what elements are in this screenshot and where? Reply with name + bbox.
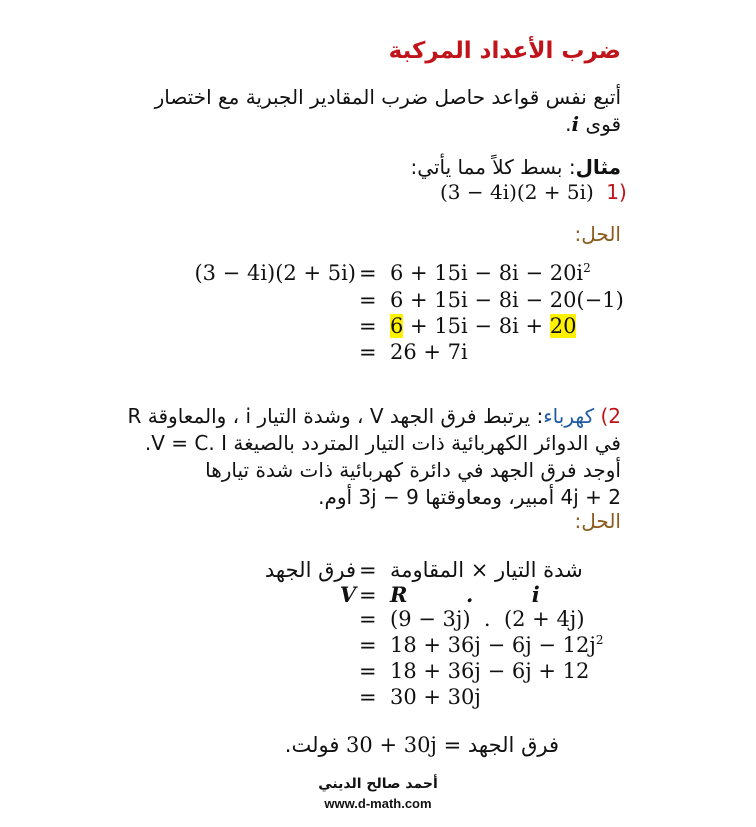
step-right: 6 + 15i − 8i − 20(−1) bbox=[390, 288, 624, 312]
intro-period: . bbox=[565, 112, 572, 136]
step-right: 18 + 36j − 6j − 12j bbox=[390, 633, 596, 657]
step-row bbox=[0, 286, 756, 314]
equals-sign: = bbox=[359, 685, 377, 709]
example-label: مثال bbox=[575, 155, 621, 179]
example-heading bbox=[411, 154, 621, 181]
solution2-label: الحل: bbox=[574, 509, 621, 533]
final-answer-unit: فولت. bbox=[284, 733, 347, 757]
exponent: 2 bbox=[583, 261, 591, 275]
step-right: 18 + 36j − 6j + 12 bbox=[390, 659, 590, 683]
footer-author: أحمد صالح الديني bbox=[318, 776, 438, 792]
step-right: شدة التيار × المقاومة bbox=[390, 558, 583, 582]
highlighted-term: 20 bbox=[549, 314, 577, 338]
equals-sign: = bbox=[359, 659, 377, 683]
final-answer-value: 30 + 30j bbox=[346, 733, 437, 757]
step-row bbox=[0, 657, 756, 685]
solution-label: الحل: bbox=[574, 222, 621, 246]
step-row bbox=[0, 259, 756, 287]
problem2-label: كهرباء bbox=[543, 404, 595, 428]
equals-sign: = bbox=[359, 583, 377, 607]
step-right: 6 + 15i − 8i − 20i bbox=[390, 261, 584, 285]
problem2-line-3: أوجد فرق الجهد في دائرة كهربائية ذات شدة تيارها bbox=[205, 458, 621, 482]
equals-sign: = bbox=[359, 558, 377, 582]
step-row bbox=[0, 338, 756, 366]
exponent: 2 bbox=[595, 633, 604, 647]
step-row bbox=[0, 312, 756, 340]
intro-line-2 bbox=[565, 111, 621, 138]
step-right: 30 + 30j bbox=[390, 685, 481, 709]
step-right: + 15i − 8i + bbox=[403, 314, 550, 338]
equals-sign: = bbox=[359, 288, 377, 312]
footer-site: www.d-math.com bbox=[324, 796, 432, 811]
step-right: R . i bbox=[390, 582, 540, 607]
step-right: 26 + 7i bbox=[390, 340, 468, 364]
example-item bbox=[440, 180, 627, 204]
step-right: (9 − 3j) . (2 + 4j) bbox=[390, 607, 585, 631]
example-text: : بسط كلاً مما يأتي: bbox=[410, 155, 576, 179]
equals-sign: = bbox=[359, 340, 377, 364]
problem2-line-1 bbox=[128, 403, 622, 430]
step-row bbox=[0, 605, 756, 633]
intro-line-1: أتبع نفس قواعد حاصل ضرب المقادير الجبرية مع اختصار bbox=[154, 85, 621, 109]
problem2-line-4: 2 + 4j أمبير، ومعاوقتها 9 − 3j أوم. bbox=[318, 485, 621, 509]
equals-sign: = bbox=[359, 314, 377, 338]
equals-sign: = bbox=[359, 261, 377, 285]
step-row bbox=[0, 683, 756, 711]
step-row bbox=[0, 556, 756, 584]
problem2-line-2: في الدوائر الكهربائية ذات التيار المتردد بالصيغة V = C. I. bbox=[144, 431, 621, 455]
intro-variable: i bbox=[571, 112, 580, 136]
example-expression: (3 − 4i)(2 + 5i) bbox=[440, 180, 594, 204]
highlighted-term: 6 bbox=[390, 314, 404, 338]
intro-text: قوى bbox=[579, 112, 621, 136]
final-answer-label: فرق الجهد = bbox=[436, 733, 559, 757]
problem2-number: 2) bbox=[600, 404, 621, 428]
final-answer bbox=[285, 733, 559, 757]
page-title: ضرب الأعداد المركبة bbox=[388, 38, 621, 64]
step-left: فرق الجهد bbox=[264, 558, 356, 582]
step-row bbox=[0, 631, 756, 659]
problem2-text: : يرتبط فرق الجهد V ، وشدة التيار i ، والمعاوقة R bbox=[127, 404, 544, 428]
equals-sign: = bbox=[359, 633, 377, 657]
step-left: V bbox=[339, 582, 356, 607]
equals-sign: = bbox=[359, 607, 377, 631]
example-item-number: 1) bbox=[606, 180, 627, 204]
step-left: (3 − 4i)(2 + 5i) bbox=[194, 261, 356, 285]
